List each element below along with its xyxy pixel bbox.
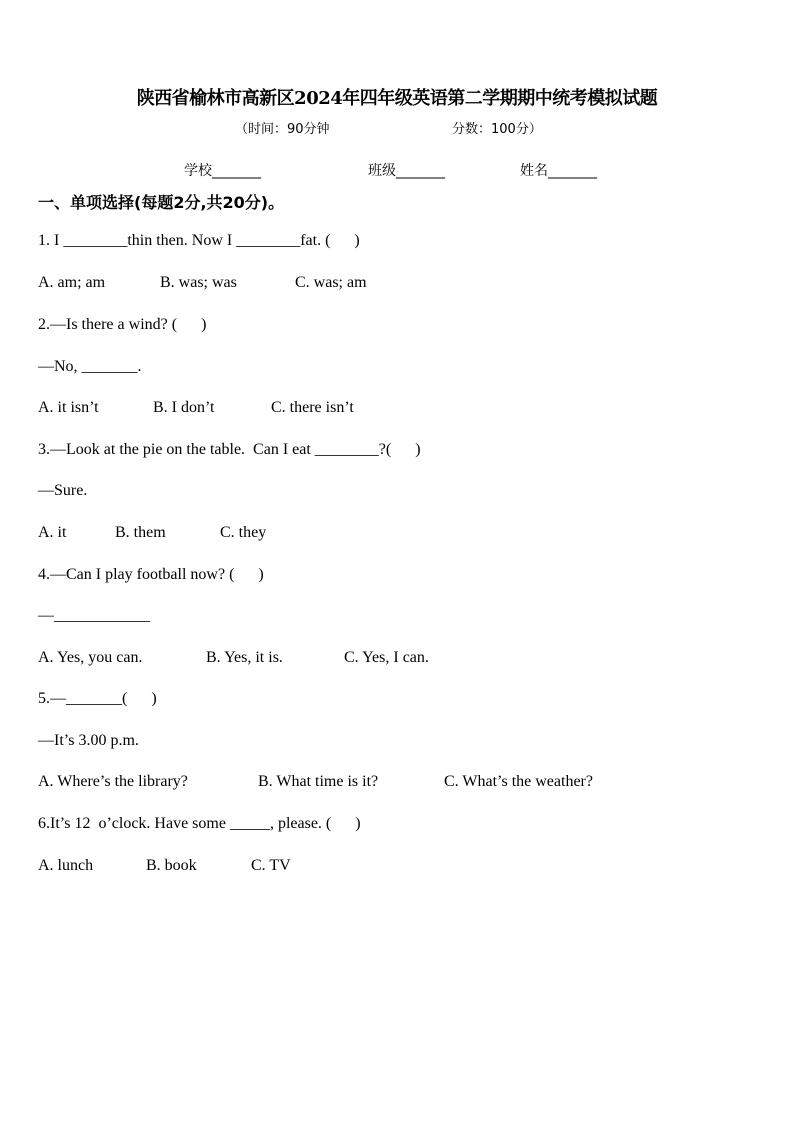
page-title: 陕西省榆林市高新区2024年四年级英语第二学期期中统考模拟试题 xyxy=(136,88,658,109)
question-5-option-c: C. What’s the weather? xyxy=(444,773,593,790)
question-6-option-c: C. TV xyxy=(251,857,291,874)
question-5-dialog: —It’s 3.00 p.m. xyxy=(38,732,139,749)
question-5-option-b: B. What time is it? xyxy=(258,773,379,790)
question-5-stem: 5.—_______( ) xyxy=(38,690,157,707)
school-field: 学校_______ xyxy=(184,163,261,179)
question-2-dialog: —No, _______. xyxy=(38,358,142,375)
question-6-option-a: A. lunch xyxy=(38,857,94,874)
question-4-stem: 4.—Can I play football now? ( ) xyxy=(38,566,264,583)
question-1-option-a: A. am; am xyxy=(38,274,106,291)
exam-time: （时间：90分钟 xyxy=(235,122,330,137)
question-2-option-a: A. it isn’t xyxy=(38,399,99,416)
question-3-stem: 3.—Look at the pie on the table. Can I eat ________?( ) xyxy=(38,441,421,458)
question-2-option-b: B. I don’t xyxy=(153,399,215,416)
question-1-stem: 1. I ________thin then. Now I ________fat. ( ) xyxy=(38,232,360,249)
class-field: 班级_______ xyxy=(368,163,445,179)
question-4-dialog: —____________ xyxy=(38,607,150,624)
question-2-stem: 2.—Is there a wind? ( ) xyxy=(38,316,207,333)
section-heading: 一、单项选择(每题2分,共20分)。 xyxy=(38,193,285,212)
question-4-option-c: C. Yes, I can. xyxy=(344,649,429,666)
question-3-option-c: C. they xyxy=(220,524,267,541)
question-3-option-a: A. it xyxy=(38,524,67,541)
question-3-dialog: —Sure. xyxy=(38,482,88,499)
question-2-option-c: C. there isn’t xyxy=(271,399,354,416)
question-3-option-b: B. them xyxy=(115,524,166,541)
question-5-option-a: A. Where’s the library? xyxy=(38,773,188,790)
question-4-option-b: B. Yes, it is. xyxy=(206,649,283,666)
question-1-option-c: C. was; am xyxy=(295,274,367,291)
question-1-option-b: B. was; was xyxy=(160,274,237,291)
question-6-option-b: B. book xyxy=(146,857,197,874)
question-6-stem: 6.It’s 12 o’clock. Have some _____, please. ( ) xyxy=(38,815,361,832)
question-4-option-a: A. Yes, you can. xyxy=(38,649,143,666)
name-field: 姓名_______ xyxy=(520,163,597,179)
exam-score: 分数：100分） xyxy=(452,122,542,137)
